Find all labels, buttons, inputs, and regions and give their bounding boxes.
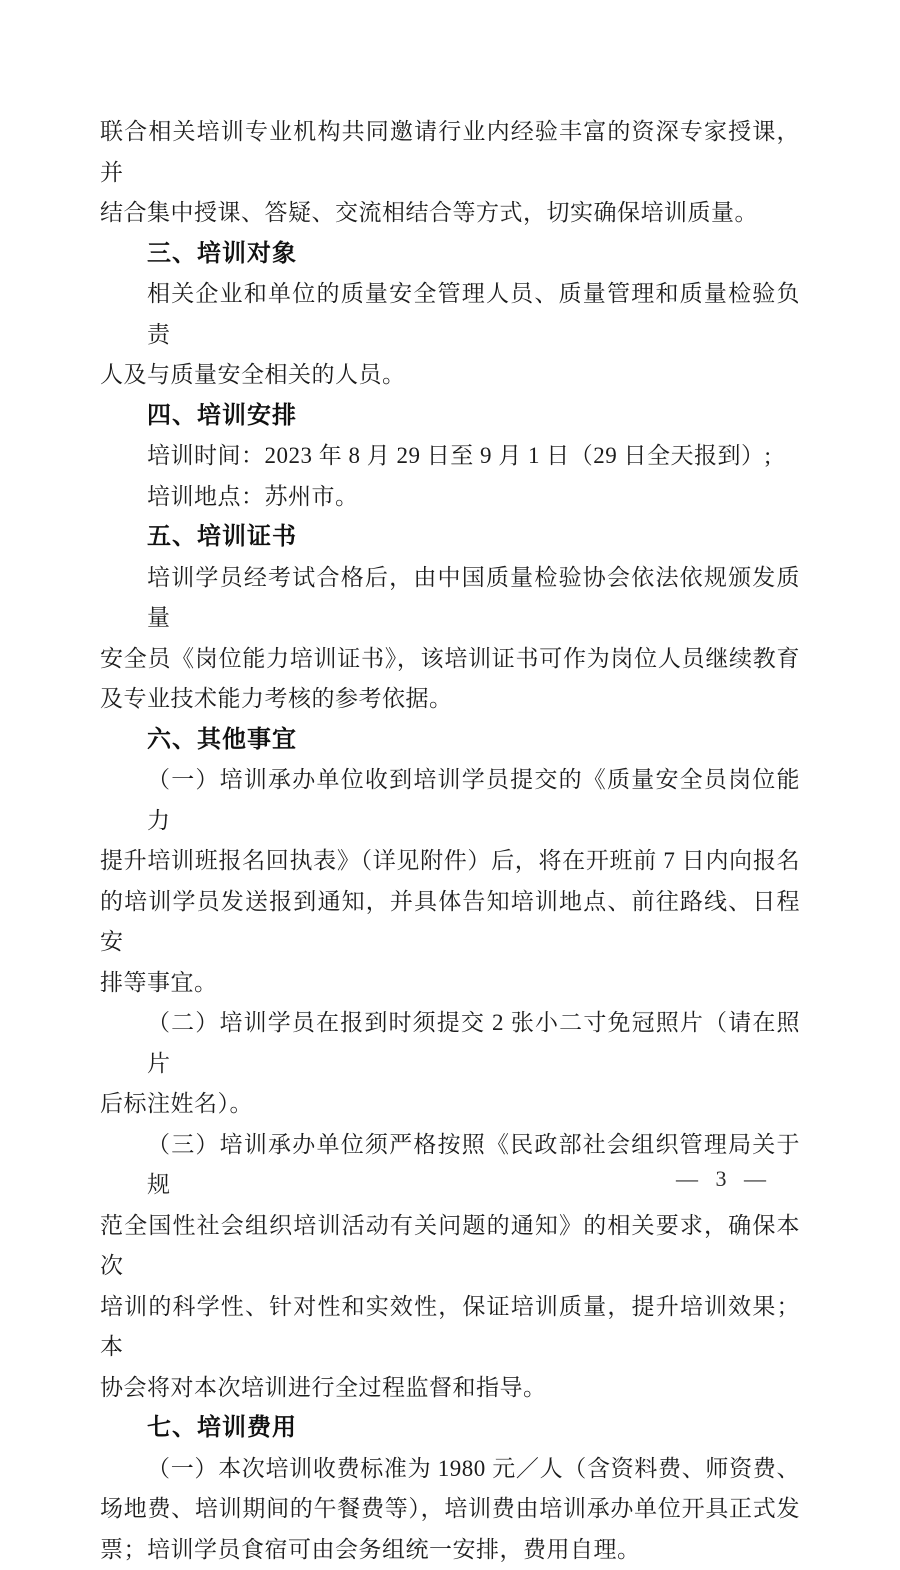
doc-line: 的培训学员发送报到通知，并具体告知培训地点、前往路线、日程安 (100, 882, 800, 963)
doc-line: 后标注姓名）。 (100, 1084, 800, 1125)
doc-line: （二）培训学员在报到时须提交 2 张小二寸免冠照片（请在照片 (100, 1003, 800, 1084)
page-number: — 3 — (676, 1166, 772, 1192)
doc-line: 安全员《岗位能力培训证书》，该培训证书可作为岗位人员继续教育 (100, 639, 800, 680)
doc-line: （一）培训承办单位收到培训学员提交的《质量安全员岗位能力 (100, 760, 800, 841)
section-heading: 五、培训证书 (100, 517, 800, 558)
section-heading: 六、其他事宜 (100, 720, 800, 761)
doc-line: 相关企业和单位的质量安全管理人员、质量管理和质量检验负责 (100, 274, 800, 355)
doc-line: 提升培训班报名回执表》（详见附件）后，将在开班前 7 日内向报名 (100, 841, 800, 882)
doc-line: （一）本次培训收费标准为 1980 元／人（含资料费、师资费、 (100, 1449, 800, 1490)
doc-line: 联合相关培训专业机构共同邀请行业内经验丰富的资深专家授课，并 (100, 112, 800, 193)
doc-line: 范全国性社会组织培训活动有关问题的通知》的相关要求，确保本次 (100, 1206, 800, 1287)
doc-line: 及专业技术能力考核的参考依据。 (100, 679, 800, 720)
doc-line: 培训的科学性、针对性和实效性，保证培训质量，提升培训效果；本 (100, 1287, 800, 1368)
doc-line: 培训时间：2023 年 8 月 29 日至 9 月 1 日（29 日全天报到）; (100, 436, 800, 477)
doc-line: （三）培训承办单位须严格按照《民政部社会组织管理局关于规 (100, 1125, 800, 1206)
doc-line: 排等事宜。 (100, 963, 800, 1004)
section-heading: 三、培训对象 (100, 234, 800, 275)
document-body (100, 112, 800, 1570)
section-heading: 四、培训安排 (100, 396, 800, 437)
doc-line: 培训学员经考试合格后，由中国质量检验协会依法依规颁发质量 (100, 558, 800, 639)
doc-line: 人及与质量安全相关的人员。 (100, 355, 800, 396)
section-heading: 七、培训费用 (100, 1408, 800, 1449)
doc-line: 场地费、培训期间的午餐费等），培训费由培训承办单位开具正式发 (100, 1489, 800, 1530)
doc-line: 结合集中授课、答疑、交流相结合等方式，切实确保培训质量。 (100, 193, 800, 234)
doc-line: 协会将对本次培训进行全过程监督和指导。 (100, 1368, 800, 1409)
doc-line: 票；培训学员食宿可由会务组统一安排，费用自理。 (100, 1530, 800, 1570)
doc-line: 培训地点：苏州市。 (100, 477, 800, 518)
